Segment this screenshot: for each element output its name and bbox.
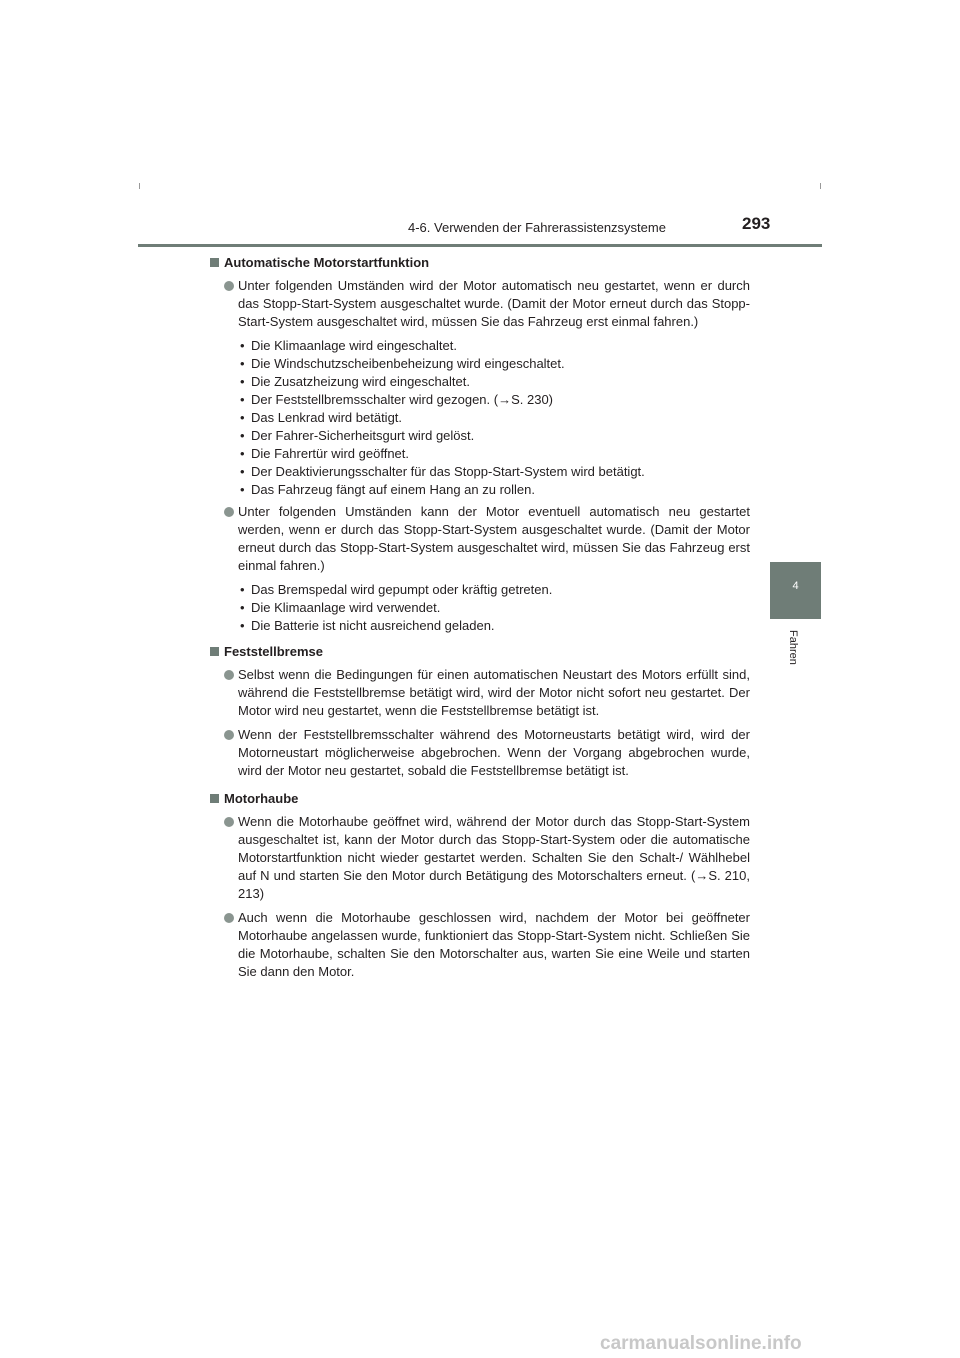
watermark-link[interactable]: carmanualsonline.info (600, 1333, 802, 1354)
list-item: • Das Fahrzeug fängt auf einem Hang an zu rollen. (240, 482, 536, 497)
list-item: • Die Zusatzheizung wird eingeschaltet. (240, 374, 470, 389)
crop-mark-left (139, 183, 140, 189)
bullet-paragraph (210, 909, 750, 981)
chapter-tab-number: 4 (792, 580, 799, 592)
page-content (210, 254, 750, 987)
list-item: • Der Deaktivierungsschalter für das Stopp-Start-System wird betätigt. (240, 464, 645, 479)
crop-mark-right (820, 183, 821, 189)
condition-list (210, 337, 750, 499)
round-bullet-icon (224, 817, 234, 827)
round-bullet-icon (224, 730, 234, 740)
paragraph-text: Wenn die Motorhaube geöffnet wird, während der Motor durch das Stopp-Start-System ausgeschaltet ist, kann der Motor durch das Stopp-Start-System oder die automatische Motorstartfunktion nicht wieder gestartet werden. Schalten Sie den Schalt-/ Wählhebel auf N und starten Sie den Motor durch Betätigung des Motorschalters erneut. (→S. 210, 213) (238, 814, 750, 901)
bullet-paragraph (210, 503, 750, 575)
section-heading (210, 643, 750, 661)
paragraph-text: Selbst wenn die Bedingungen für einen automatischen Neustart des Motors erfüllt sind, während die Feststellbremse betätigt wird, wird der Motor nicht sofort neu gestartet. Der Motor wird neu gestartet, wenn die Feststellbremse betätigt ist. (238, 667, 750, 718)
bullet-paragraph (210, 726, 750, 780)
section-heading-text: Automatische Motorstartfunktion (224, 255, 430, 270)
list-item: • Die Klimaanlage wird eingeschaltet. (240, 338, 457, 353)
paragraph-text: Wenn der Feststellbremsschalter während des Motorneustarts betätigt wird, wird der Motorneustart möglicherweise abgebrochen. Wenn der Vorgang abgebrochen wurde, wird der Motor neu gestartet, sobald die Feststellbremse betätigt ist. (238, 727, 750, 778)
square-bullet-icon (210, 647, 219, 656)
list-item: • Die Klimaanlage wird verwendet. (240, 600, 441, 615)
list-item: • Die Windschutzscheibenbeheizung wird eingeschaltet. (240, 356, 565, 371)
list-item: • Die Fahrertür wird geöffnet. (240, 446, 409, 461)
section-heading-text: Motorhaube (224, 791, 299, 806)
list-item: • Der Feststellbremsschalter wird gezogen. (→S. 230) (240, 392, 554, 407)
chapter-tab[interactable] (770, 562, 821, 619)
round-bullet-icon (224, 281, 234, 291)
bullet-paragraph (210, 277, 750, 331)
list-item: • Der Fahrer-Sicherheitsgurt wird gelöst. (240, 428, 475, 443)
header-divider (138, 244, 822, 247)
condition-list (210, 581, 750, 635)
bullet-paragraph (210, 813, 750, 903)
paragraph-text: Auch wenn die Motorhaube geschlossen wird, nachdem der Motor bei geöffneter Motorhaube angelassen wurde, funktioniert das Stopp-Start-System nicht. Schließen Sie die Motorhaube, schalten Sie den Motorschalter aus, warten Sie eine Weile und starten Sie dann den Motor. (238, 910, 750, 979)
bullet-paragraph (210, 666, 750, 720)
chapter-tab-label: Fahren (787, 630, 799, 665)
round-bullet-icon (224, 507, 234, 517)
section-heading (210, 790, 750, 808)
section-heading-text: Feststellbremse (224, 644, 323, 659)
list-item: • Die Batterie ist nicht ausreichend geladen. (240, 618, 495, 633)
section-title: 4-6. Verwenden der Fahrerassistenzsysteme (408, 220, 666, 235)
list-item: • Das Bremspedal wird gepumpt oder kräftig getreten. (240, 582, 553, 597)
square-bullet-icon (210, 258, 219, 267)
list-item: • Das Lenkrad wird betätigt. (240, 410, 403, 425)
section-heading (210, 254, 750, 272)
paragraph-text: Unter folgenden Umständen kann der Motor eventuell automatisch neu gestartet werden, wenn er durch das Stopp-Start-System ausgeschaltet wurde. (Damit der Motor erneut durch das Stopp-Start-System ausgeschaltet wird, müssen Sie das Fahrzeug erst einmal fahren.) (238, 504, 750, 573)
page-number: 293 (742, 214, 771, 233)
round-bullet-icon (224, 670, 234, 680)
square-bullet-icon (210, 794, 219, 803)
paragraph-text: Unter folgenden Umständen wird der Motor automatisch neu gestartet, wenn er durch das Stopp-Start-System ausgeschaltet wurde. (Damit der Motor erneut durch das Stopp-Start-System ausgeschaltet wird, müssen Sie das Fahrzeug erst einmal fahren.) (238, 278, 750, 329)
round-bullet-icon (224, 913, 234, 923)
